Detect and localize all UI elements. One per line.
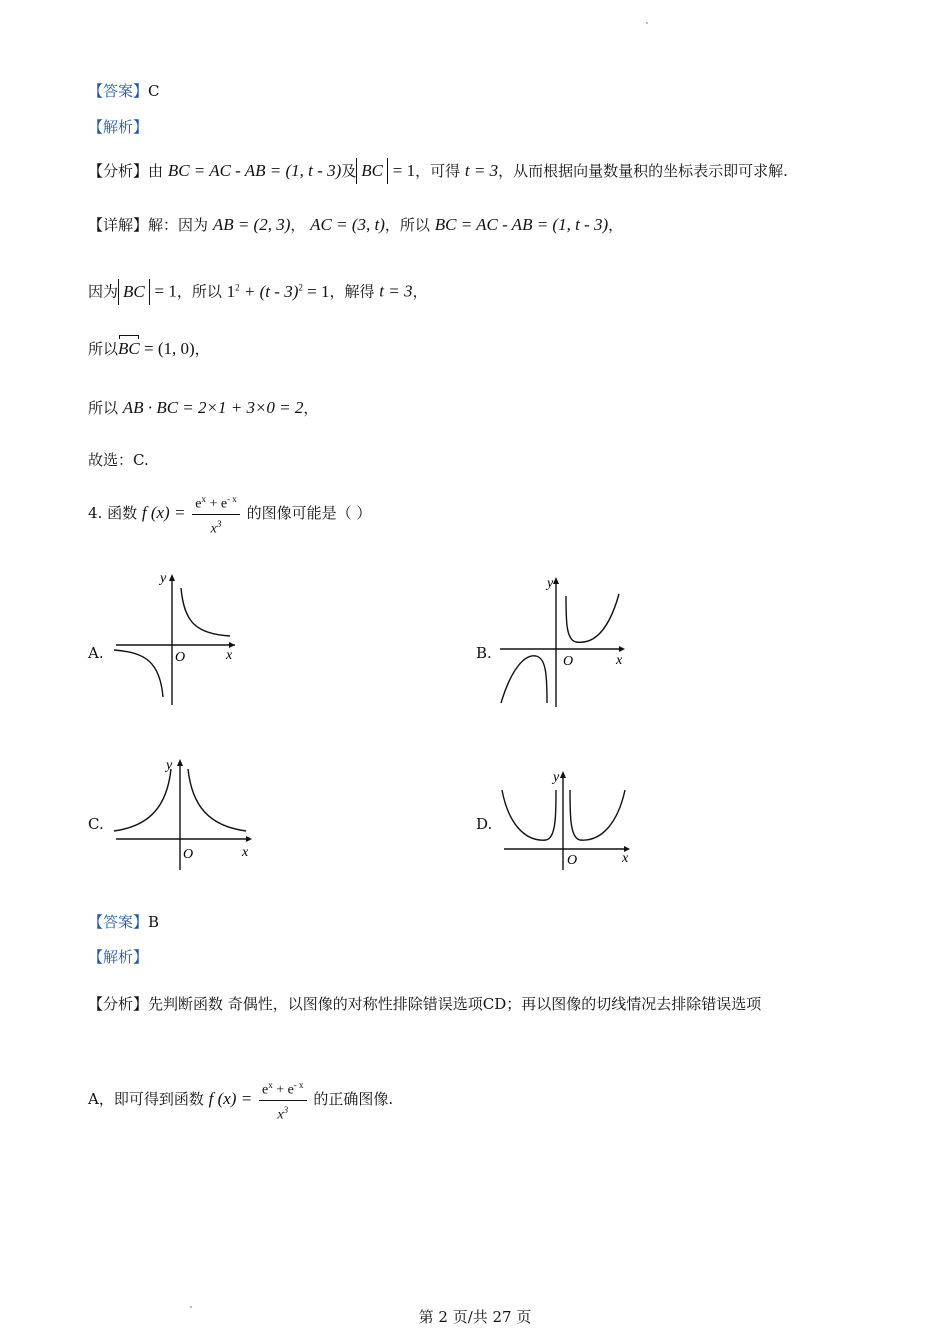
answer-tag: 【答案】 [88,913,149,931]
superscript: 2 [235,282,240,292]
math-part: + (t - 3) [239,281,299,301]
text: ， [194,340,210,358]
superscript: 3 [283,1104,289,1115]
origin-label: O [563,654,574,669]
analysis-tag: 【分析】 [88,995,149,1013]
superscript: 2 [298,282,303,292]
fraction [259,1076,307,1124]
text: ，所以 [384,216,430,234]
math-expr: t = 3 [464,161,499,180]
text: ， [303,399,319,417]
superscript: x [268,1080,273,1090]
text: 解：因为 [148,216,209,234]
text: ，从而根据向量数量积的坐标表示即可求解. [498,162,788,180]
math-part: x [277,1107,284,1123]
question-number: 4. 函数 [88,504,138,523]
func-lhs: f (x) = [141,503,186,523]
text: A，即可得到函数 [88,1090,204,1109]
answer-value: C [148,82,160,100]
text: 先判断函数 奇偶性，以图像的对称性排除错误选项CD；再以图像的切线情况去排除错误选项 [148,995,762,1013]
math-part: 1 [226,281,236,301]
text: 所以 [88,399,119,417]
abs-value: BC [118,279,150,305]
superscript: 3 [216,518,222,529]
curve-right [570,790,625,840]
math-expr: BC = AC - AB = (1, t - 3) [434,215,609,234]
math-part: e [261,1082,269,1098]
answer-tag: 【答案】 [88,82,149,100]
answer-value: B [148,913,160,931]
math-expr: AB = (2, 3) [212,215,291,234]
text: 所以 [88,340,119,358]
text: 因为 [88,282,119,301]
math-expr: BC = AC - AB = (1, t - 3) [167,161,342,180]
text: 及 [341,162,357,180]
vector-bc: BC [118,339,140,358]
math-expr: = 1 [392,161,416,180]
denominator [259,1101,307,1125]
q3-conclusion: 故选：C. [88,451,149,469]
text: ， [290,216,306,234]
x-label: x [242,845,249,860]
math-expr: = (1, 0) [139,339,195,358]
x-label: x [616,653,623,668]
text: 由 [148,162,164,180]
origin-label: O [183,847,194,862]
option-c-label: C. [88,815,104,833]
math-part: e [195,496,202,512]
x-label: x [622,851,629,866]
option-b-label: B. [476,644,492,662]
curve-left [502,790,556,840]
y-arrow [560,771,566,778]
math-expr: AB · BC = 2×1 + 3×0 = 2 [122,398,304,417]
math-expr: AC = (3, t) [310,215,385,234]
func-lhs: f (x) = [208,1089,253,1109]
math-part: + e [272,1082,294,1098]
x-label: x [226,648,233,663]
abs-value: BC [356,158,388,184]
superscript: - x [293,1080,304,1090]
text: 的正确图像. [313,1090,394,1109]
page-footer: 第 2 页/共 27 页 [418,1308,532,1326]
text: 的图像可能是（ ） [246,504,372,523]
math-expr: t = 3 [379,281,413,301]
y-label: y [547,576,554,591]
text: ，解得 [329,282,375,301]
analysis-tag: 【分析】 [88,162,149,180]
q4-analysis-line1 [88,993,761,1015]
option-d-label: D. [476,815,493,833]
text: ， [412,282,428,301]
explain-tag: 【解析】 [88,118,149,136]
y-label: y [166,758,173,773]
text: ，可得 [415,162,461,180]
text: ， [608,216,624,234]
y-label: y [553,770,560,785]
math-part: x [210,521,217,537]
math-part: = 1 [302,281,330,301]
origin-label: O [175,650,186,665]
superscript: x [201,494,206,504]
q4-analysis-line2 [88,1076,393,1124]
explain-tag: 【解析】 [88,948,149,966]
detail-tag: 【详解】 [88,216,149,234]
y-label: y [160,571,167,586]
text: ，所以 [176,282,222,301]
option-a-label: A. [88,644,104,662]
q4-answer-line [88,911,159,933]
math-expr: = 1 [154,281,177,301]
numerator [259,1076,307,1101]
superscript: - x [227,494,237,504]
math-part: + e [205,496,228,512]
origin-label: O [567,853,578,868]
q4-explain-line [88,946,148,968]
